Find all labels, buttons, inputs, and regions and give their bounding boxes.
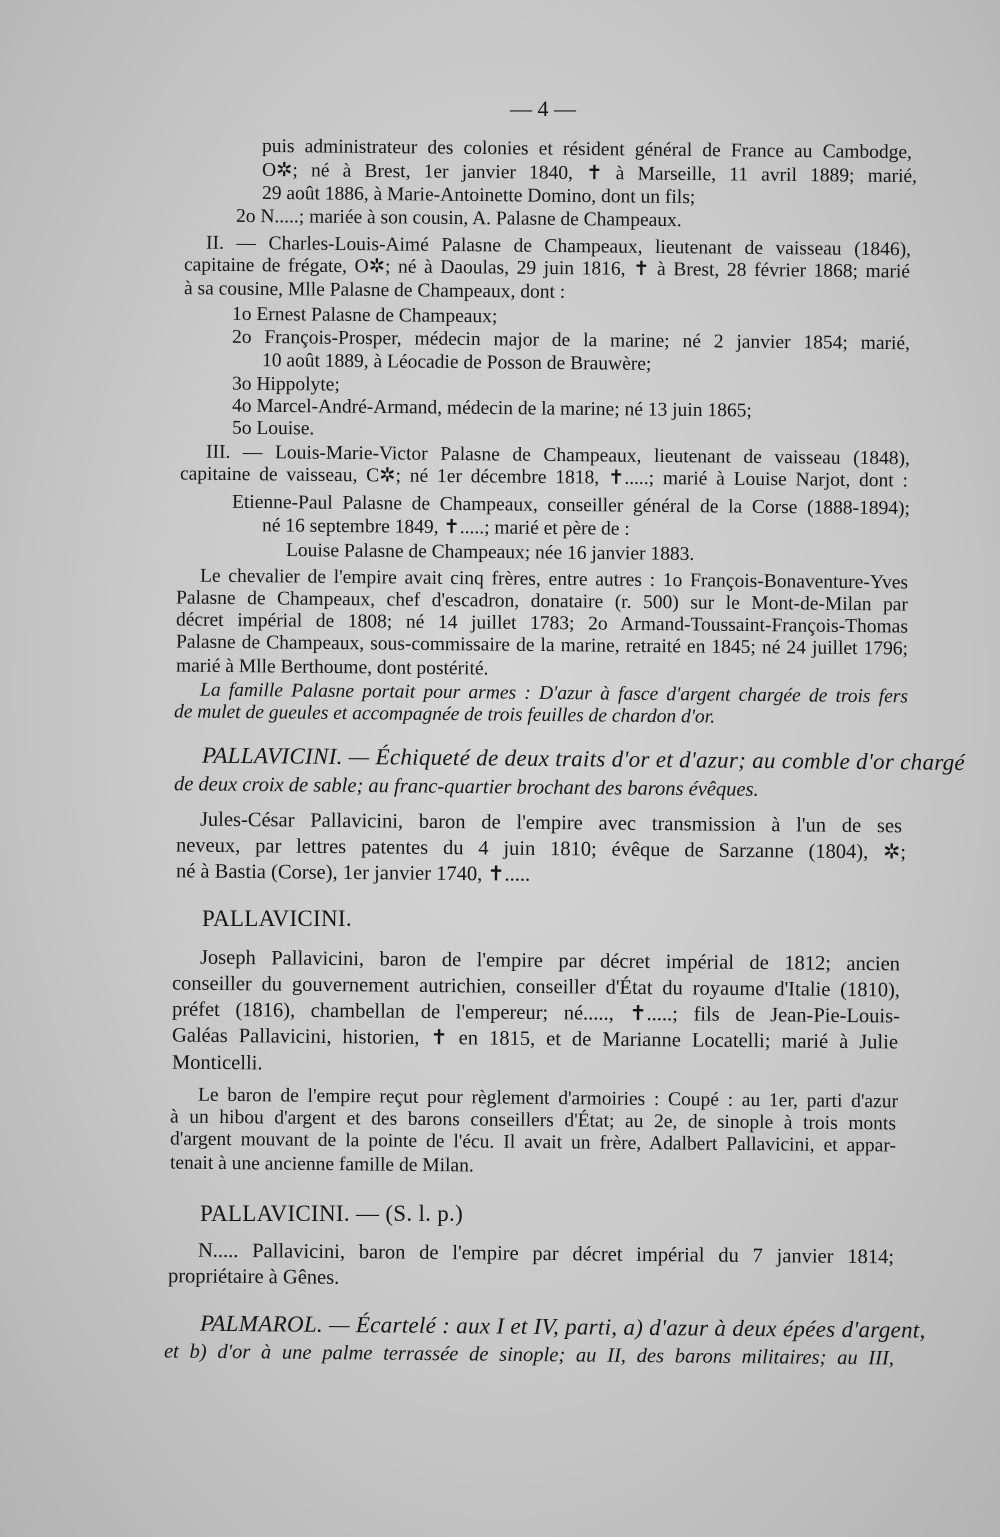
text-line: né 16 septembre 1849, ✝.....; marié et père de : <box>261 515 630 540</box>
text-line: préfet (1816), chambellan de l'empereur; né....., ✝.....; fils de Jean-Pie-Louis- <box>171 998 901 1028</box>
page-number: — 4 — <box>510 96 576 121</box>
text-line: propriétaire à Gênes. <box>167 1265 340 1289</box>
text-line: III. — Louis-Marie-Victor Palasne de Champeaux, lieutenant de vaisseau (1848), <box>205 441 911 470</box>
list-item: 1o Ernest Palasne de Champeaux; <box>231 303 498 328</box>
text-line: 2o N.....; mariée à son cousin, A. Palasne de Champeaux. <box>235 205 682 232</box>
text-line: Monticelli. <box>171 1051 263 1075</box>
text-line: à sa cousine, Mlle Palasne de Champeaux, dont : <box>183 278 566 303</box>
list-item: 2o François-Prosper, médecin major de la marine; né 2 janvier 1854; marié, <box>231 326 911 355</box>
text-line: Louise Palasne de Champeaux; née 16 janvier 1883. <box>285 540 695 565</box>
text-line: Galéas Pallavicini, historien, ✝ en 1815, et de Marianne Locatelli; marié à Julie <box>171 1024 899 1054</box>
entry-heading: PALLAVICINI. — Échiqueté de deux traits d'or et d'azur; au comble d'or chargé <box>201 742 966 775</box>
text-line: Palasne de Champeaux, sous-commissaire de la marine, retraité en 1845; né 24 juillet 1796; <box>175 631 909 660</box>
text-line: 29 août 1886, à Marie-Antoinette Domino, dont un fils; <box>261 182 696 209</box>
text-line: né à Bastia (Corse), 1er janvier 1740, ✝..... <box>175 860 531 886</box>
entry-heading: PALLAVICINI. — (S. l. p.) <box>200 1201 464 1226</box>
text-line: et b) d'or à une palme terrassée de sinople; au II, des barons militaires; au III, <box>163 1340 895 1370</box>
list-item: 3o Hippolyte; <box>231 373 340 396</box>
text-line: Etienne-Paul Palasne de Champeaux, conseiller général de la Corse (1888-1894); <box>231 491 911 520</box>
entry-heading: PALMAROL. — Écartelé : aux I et IV, parti, a) d'azur à deux épées d'argent, <box>199 1310 926 1343</box>
text-line: puis administrateur des colonies et résident général de France au Cambodge, <box>261 135 913 164</box>
text-line: tenait à une ancienne famille de Milan. <box>169 1152 474 1177</box>
text-line: capitaine de vaisseau, C✲; né 1er décembre 1818, ✝.....; marié à Louise Narjot, dont : <box>179 463 909 492</box>
text-line: capitaine de frégate, O✲; né à Daoulas, 29 juin 1816, ✝ à Brest, 28 février 1868; marié <box>183 254 911 283</box>
text-line: de mulet de gueules et accompagnée de trois feuilles de chardon d'or. <box>173 701 716 728</box>
text-line: Joseph Pallavicini, baron de l'empire par décret impérial de 1812; ancien <box>199 946 901 976</box>
text-line: Palasne de Champeaux, chef d'escadron, donataire (r. 500) sur le Mont-de-Milan par <box>175 587 909 616</box>
text-line: Le baron de l'empire reçut pour règlement d'armoiries : Coupé : au 1er, parti d'azur <box>197 1084 899 1113</box>
list-item: 5o Louise. <box>231 417 315 440</box>
list-item: 4o Marcel-André-Armand, médecin de la marine; né 13 juin 1865; <box>231 395 752 422</box>
text-line: O✲; né à Brest, 1er janvier 1840, ✝ à Marseille, 11 avril 1889; marié, <box>261 159 918 188</box>
text-line: de deux croix de sable; au franc-quartier brochant des barons évêques. <box>173 773 759 801</box>
text-line: Le chevalier de l'empire avait cinq frères, entre autres : 1o François-Bonaventure-Yves <box>199 565 909 594</box>
text-line: marié à Mlle Berthoume, dont postérité. <box>175 655 489 680</box>
list-item: 10 août 1889, à Léocadie de Posson de Brauwère; <box>261 350 652 375</box>
text-line: à un hibou d'argent et des barons conseillers d'État; au 2e, de sinople à trois monts <box>169 1106 897 1135</box>
text-line: N..... Pallavicini, baron de l'empire par décret impérial du 7 janvier 1814; <box>197 1239 895 1269</box>
text-line: conseiller du gouvernement autrichien, conseiller d'État du royaume d'Italie (1810), <box>171 972 901 1002</box>
entry-heading: PALLAVICINI. <box>202 906 352 931</box>
text-line: La famille Palasne portait pour armes : D'azur à fasce d'argent chargée de trois fers <box>199 679 909 708</box>
text-line: d'argent mouvant de la pointe de l'écu. Il avait un frère, Adalbert Pallavicini, et appar- <box>169 1128 897 1157</box>
text-line: Jules-César Pallavicini, baron de l'empire avec transmission à l'un de ses <box>199 808 903 838</box>
text-line: décret impérial de 1808; né 14 juillet 1783; 2o Armand-Toussaint-François-Thomas <box>175 609 909 638</box>
text-line: II. — Charles-Louis-Aimé Palasne de Champeaux, lieutenant de vaisseau (1846), <box>205 232 912 261</box>
text-line: neveux, par lettres patentes du 4 juin 1810; évêque de Sarzanne (1804), ✲; <box>175 834 907 864</box>
